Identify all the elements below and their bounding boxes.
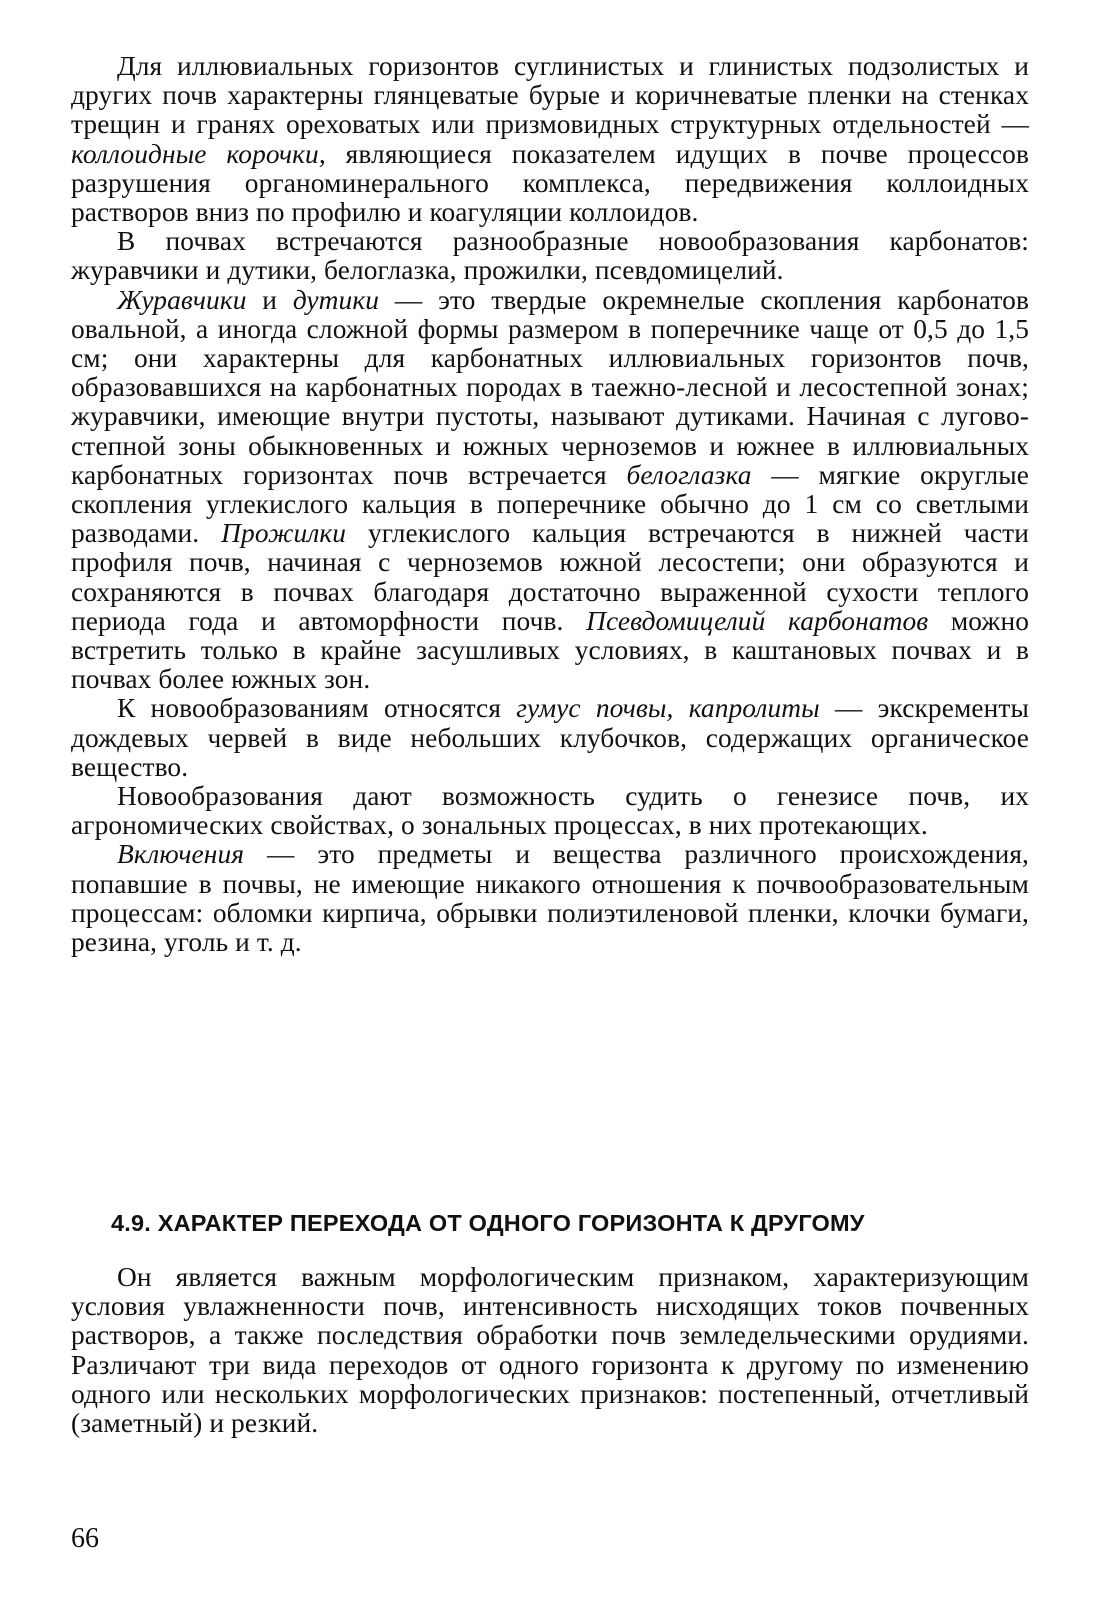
page-number: 66	[71, 1523, 99, 1554]
text-run: Новообразования дают возможность судить о генезисе почв, их агрономических свойствах, о зональных процессах, в них протекающих.	[71, 781, 1029, 841]
italic-term: дутики	[292, 284, 380, 315]
section-paragraph: Он является важным морфологическим признаком, характеризующим условия увлажненности почв, интенсивность нисходящих токов почвенных растворов, а также последствия обработки почв земледельческими орудиями. Различают три вида переходов от одного горизонта к другому по изменению одного или нескольких морфологических признаков: постепенный, отчетливый (заметный) и резкий.	[71, 1262, 1029, 1439]
italic-term: коллоидные корочки,	[71, 138, 326, 169]
italic-term: Прожилки	[221, 518, 347, 549]
text-run: — это твердые окремнелые скопления карбонатов овальной, а иногда сложной формы размером в поперечнике чаще от 0,5 до 1,5 см; они характерны для карбонатных иллювиальных горизонтов почв, образовавшихся на карбонатных породах в таежно-лесной и лесостепной зонах; журавчики, имеющие внутри пустоты, называют дутиками. Начиная с лугово-степной зоны обыкновенных и южных черноземов и южнее в иллювиальных карбонатных горизонтах почв встречается	[71, 284, 1029, 490]
italic-term: белоглазка	[626, 459, 752, 490]
paragraph	[71, 840, 1029, 957]
paragraph	[71, 52, 1029, 227]
text-run: и	[246, 284, 293, 315]
section-body	[71, 1263, 1029, 1438]
italic-term: Включения	[117, 839, 245, 870]
text-run: В почвах встречаются разнообразные новообразования карбонатов: журавчики и дутики, белоглазка, прожилки, псевдомицелий.	[71, 226, 1029, 286]
italic-term: Псевдомицелий карбонатов	[586, 605, 929, 636]
body-text	[71, 52, 1029, 957]
text-run: являющиеся показателем идущих в почве процессов разрушения органоминерального комплекса, передвижения коллоидных растворов вниз по профилю и коагуляции коллоидов.	[71, 138, 1029, 228]
text-run: — это предметы и вещества различного происхождения, попавшие в почвы, не имеющие никакого отношения к почвообразовательным процессам: обломки кирпича, обрывки полиэтиленовой пленки, клочки бумаги, резина, уголь и т. д.	[71, 839, 1029, 958]
text-run: — мягкие округлые скопления углекислого кальция в поперечнике обычно до 1 см со светлыми разводами.	[71, 459, 1029, 549]
paragraph	[71, 227, 1029, 285]
text-run: — экскременты дождевых червей в виде небольших клубочков, содержащих органическое вещество.	[71, 693, 1029, 782]
section-heading: 4.9. ХАРАКТЕР ПЕРЕХОДА ОТ ОДНОГО ГОРИЗОНТА К ДРУГОМУ	[111, 1210, 865, 1236]
paragraph	[71, 286, 1029, 695]
text-run: Для иллювиальных горизонтов суглинистых и глинистых подзолистых и других почв характерны глянцеватые бурые и коричневатые пленки на стенках трещин и гранях ореховатых или призмовидных структурных отдельностей —	[71, 51, 1029, 140]
italic-term: гумус почвы, капролиты	[516, 693, 820, 724]
text-run: углекислого кальция встречаются в нижней части профиля почв, начиная с черноземов южной лесостепи; они образуются и сохраняются в почвах благодаря достаточно выраженной сухости теплого периода года и автоморфности почв.	[71, 518, 1029, 636]
italic-term: Журавчики	[117, 284, 247, 315]
text-run: К новообразованиям относятся	[117, 693, 517, 724]
text-run: можно встретить только в крайне засушливых условиях, в каштановых почвах и в почвах более южных зон.	[71, 605, 1029, 695]
paragraph	[71, 694, 1029, 782]
paragraph	[71, 782, 1029, 840]
